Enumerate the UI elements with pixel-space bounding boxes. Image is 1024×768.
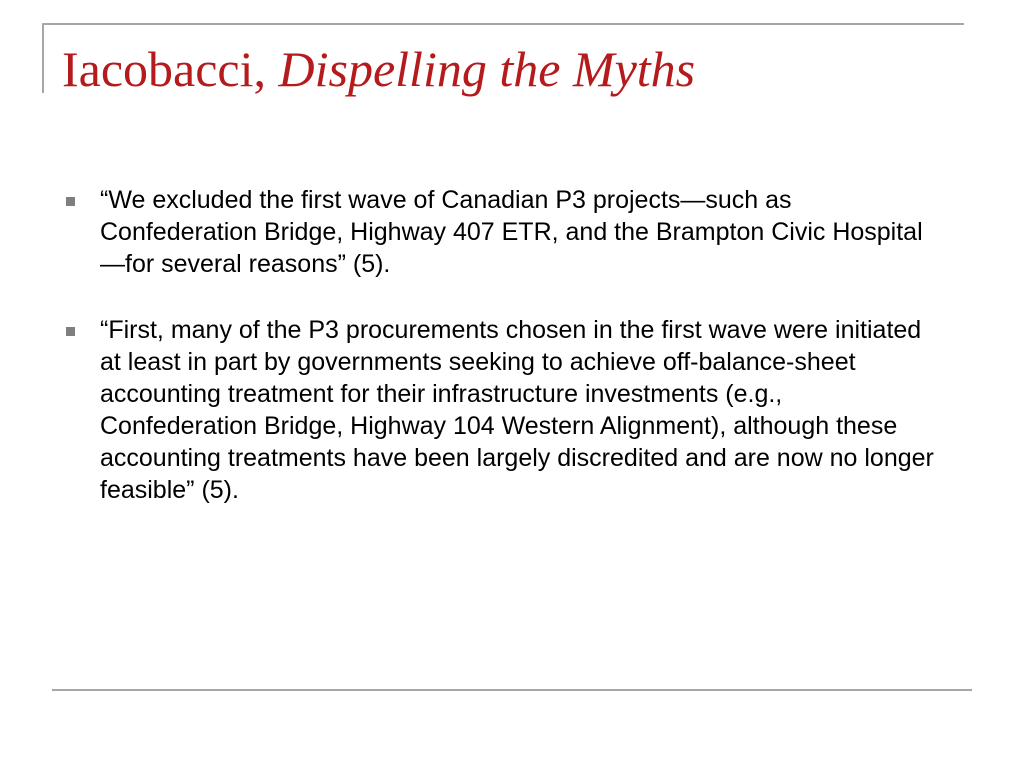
- title-author: Iacobacci,: [62, 41, 267, 97]
- bullet-item: [66, 184, 946, 280]
- slide-title: [62, 42, 695, 97]
- bullet-text: “We excluded the first wave of Canadian P3 projects—such as Confederation Bridge, Highway 407 ETR, and the Brampton Civic Hospital—for several reasons” (5).: [100, 186, 923, 278]
- frame-left-rule: [42, 23, 44, 93]
- bullet-text: “First, many of the P3 procurements chosen in the first wave were initiated at least in part by governments seeking to achieve off-balance-sheet accounting treatment for their infrastructure investments (e.g., Confederation Bridge, Highway 104 Western Alignment), although these accounting treatments have been largely discredited and are now no longer feasible” (5).: [100, 316, 934, 504]
- square-bullet-icon: [66, 197, 75, 206]
- title-work: Dispelling the Myths: [278, 41, 696, 97]
- square-bullet-icon: [66, 327, 75, 336]
- bullet-list: [66, 184, 946, 540]
- frame-bottom-rule: [52, 689, 972, 691]
- bullet-item: [66, 314, 946, 506]
- frame-top-rule: [42, 23, 964, 25]
